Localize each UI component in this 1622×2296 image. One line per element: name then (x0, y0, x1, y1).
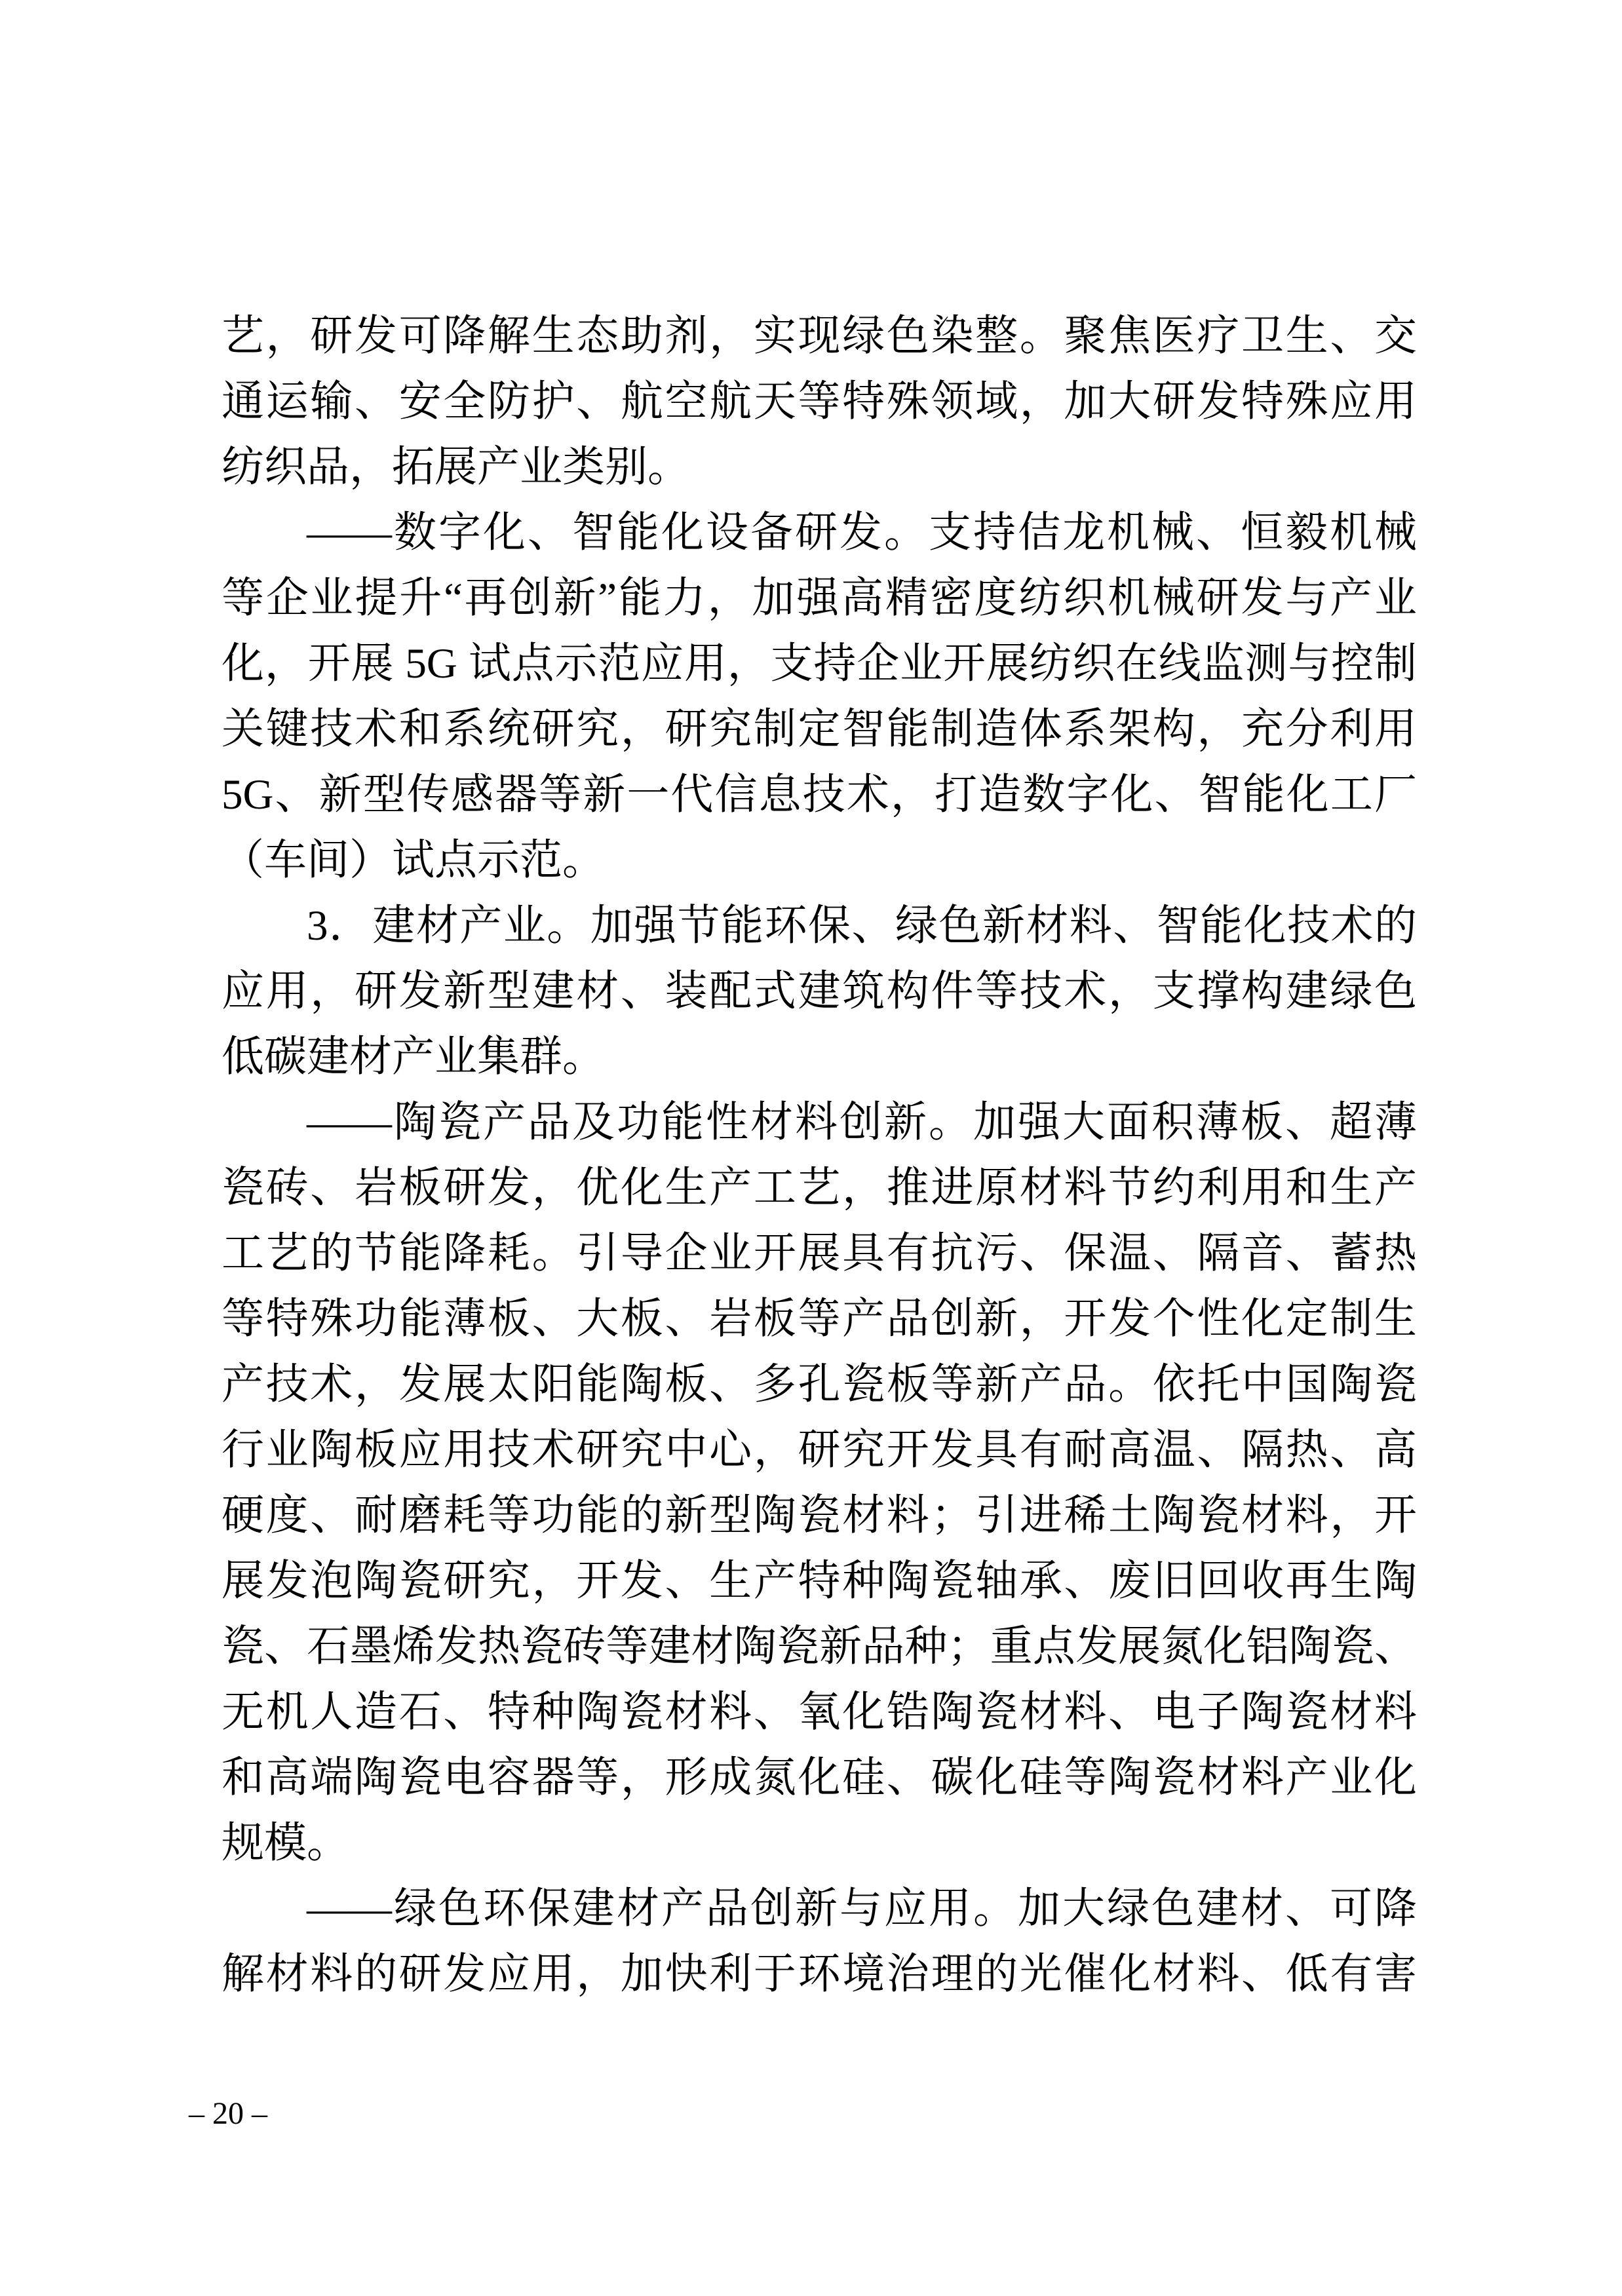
text-line: 化，开展 5G 试点示范应用，支持企业开展纺织在线监测与控制 (222, 640, 1417, 687)
text-line: 规模。 (222, 1820, 350, 1867)
text-line: 工艺的节能降耗。引导企业开展具有抗污、保温、隔音、蓄热 (222, 1230, 1417, 1277)
text-line: 低碳建材产业集群。 (222, 1033, 606, 1081)
text-line: 展发泡陶瓷研究，开发、生产特种陶瓷轴承、废旧回收再生陶 (222, 1558, 1417, 1605)
text-line: 纺织品，拓展产业类别。 (222, 444, 691, 491)
text-line: 硬度、耐磨耗等功能的新型陶瓷材料；引进稀土陶瓷材料，开 (222, 1492, 1417, 1539)
text-line: 通运输、安全防护、航空航天等特殊领域，加大研发特殊应用 (222, 378, 1417, 425)
text-line: 产技术，发展太阳能陶板、多孔瓷板等新产品。依托中国陶瓷 (222, 1361, 1417, 1408)
text-line: ——绿色环保建材产品创新与应用。加大绿色建材、可降 (307, 1885, 1417, 1932)
text-line: 3．建材产业。加强节能环保、绿色新材料、智能化技术的 (307, 902, 1417, 949)
text-line: 瓷砖、岩板研发，优化生产工艺，推进原材料节约利用和生产 (222, 1164, 1417, 1212)
text-line: 艺，研发可降解生态助剂，实现绿色染整。聚焦医疗卫生、交 (222, 313, 1417, 360)
text-line: ——陶瓷产品及功能性材料创新。加强大面积薄板、超薄 (307, 1099, 1417, 1146)
text-line: 等企业提升“再创新”能力，加强高精密度纺织机械研发与产业 (222, 575, 1417, 622)
text-line: 应用，研发新型建材、装配式建筑构件等技术，支撑构建绿色 (222, 968, 1417, 1015)
text-line: 解材料的研发应用，加快利于环境治理的光催化材料、低有害 (222, 1951, 1417, 1998)
text-line: 和高端陶瓷电容器等，形成氮化硅、碳化硅等陶瓷材料产业化 (222, 1754, 1417, 1801)
page-number: – 20 – (189, 2096, 267, 2131)
text-line: （车间）试点示范。 (222, 837, 606, 884)
text-line: 行业陶板应用技术研究中心，研究开发具有耐高温、隔热、高 (222, 1426, 1417, 1474)
text-line: 瓷、石墨烯发热瓷砖等建材陶瓷新品种；重点发展氮化铝陶瓷、 (222, 1623, 1417, 1670)
text-line: ——数字化、智能化设备研发。支持佶龙机械、恒毅机械 (307, 509, 1417, 556)
text-line: 5G、新型传感器等新一代信息技术，打造数字化、智能化工厂 (222, 771, 1417, 818)
document-body (222, 303, 1417, 2007)
text-line: 关键技术和系统研究，研究制定智能制造体系架构，充分利用 (222, 706, 1417, 753)
text-line: 等特殊功能薄板、大板、岩板等产品创新，开发个性化定制生 (222, 1295, 1417, 1343)
text-line: 无机人造石、特种陶瓷材料、氧化锆陶瓷材料、电子陶瓷材料 (222, 1689, 1417, 1736)
